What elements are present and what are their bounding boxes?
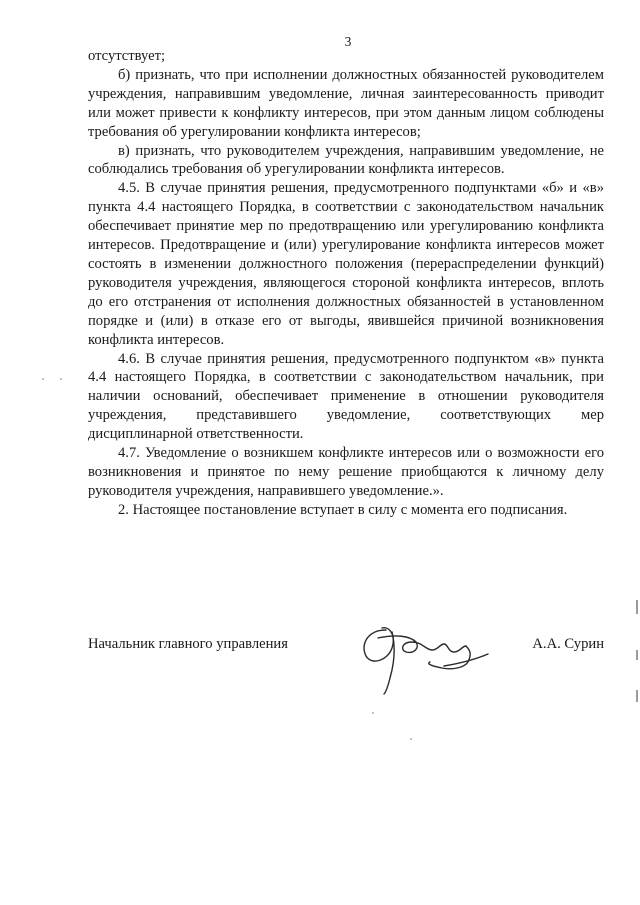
- scan-speck: [42, 378, 44, 380]
- paragraph-continuation: отсутствует;: [88, 48, 166, 64]
- paragraph-4-6: 4.6. В случае принятия решения, предусмотренного подпунктом «в» пункта 4.4 настоящего Порядка, в соответствии с законодательством начальник, при наличии оснований, обеспечивает применение в отношении руководителя учреждения, представившего уведомление, соответствующих мер дисциплинарной ответственности.: [88, 350, 604, 443]
- scan-speck: [410, 738, 412, 740]
- paragraph-4-7: 4.7. Уведомление о возникшем конфликте интересов или о возможности его возникновения и принятое по нему решение приобщаются к личному делу руководителя учреждения, направившего уведомление.».: [88, 445, 604, 499]
- signatory-position: Начальник главного управления: [88, 636, 288, 652]
- paragraph-subitem-v: в) признать, что руководителем учреждения, направившим уведомление, не соблюдались требования об урегулировании конфликта интересов.: [88, 142, 604, 178]
- document-body: [88, 47, 604, 520]
- signature-block: [88, 630, 604, 710]
- scan-speck: [372, 712, 374, 714]
- scan-edge-mark: [636, 650, 638, 660]
- scan-edge-mark: [636, 600, 638, 614]
- handwritten-signature: [356, 608, 496, 698]
- paragraph-2-effective: 2. Настоящее постановление вступает в силу с момента его подписания.: [118, 501, 568, 518]
- page-number: 3: [344, 34, 352, 49]
- scan-edge-mark: [636, 690, 638, 702]
- signatory-name: А.А. Сурин: [532, 636, 604, 652]
- paragraph-subitem-b: б) признать, что при исполнении должностных обязанностей руководителем учреждения, направившим уведомление, личная заинтересованность приводит или может привести к конфликту интересов, при этом данным лицом соблюдены требования об урегулировании конфликта интересов;: [88, 66, 604, 140]
- paragraph-4-5: 4.5. В случае принятия решения, предусмотренного подпунктами «б» и «в» пункта 4.4 настоящего Порядка, в соответствии с законодательством начальник обеспечивает принятие мер по предотвращению или урегулированию конфликта интересов. Предотвращение и (или) урегулирование конфликта интересов может состоять в изменении должностного положения (перераспределении функций) руководителя учреждения, являющегося стороной конфликта интересов, вплоть до его отстранения от исполнения должностных обязанностей в установленном порядке и (или) в отказе его от выгоды, явившейся причиной возникновения конфликта интересов.: [88, 180, 604, 348]
- scan-speck: [60, 378, 62, 380]
